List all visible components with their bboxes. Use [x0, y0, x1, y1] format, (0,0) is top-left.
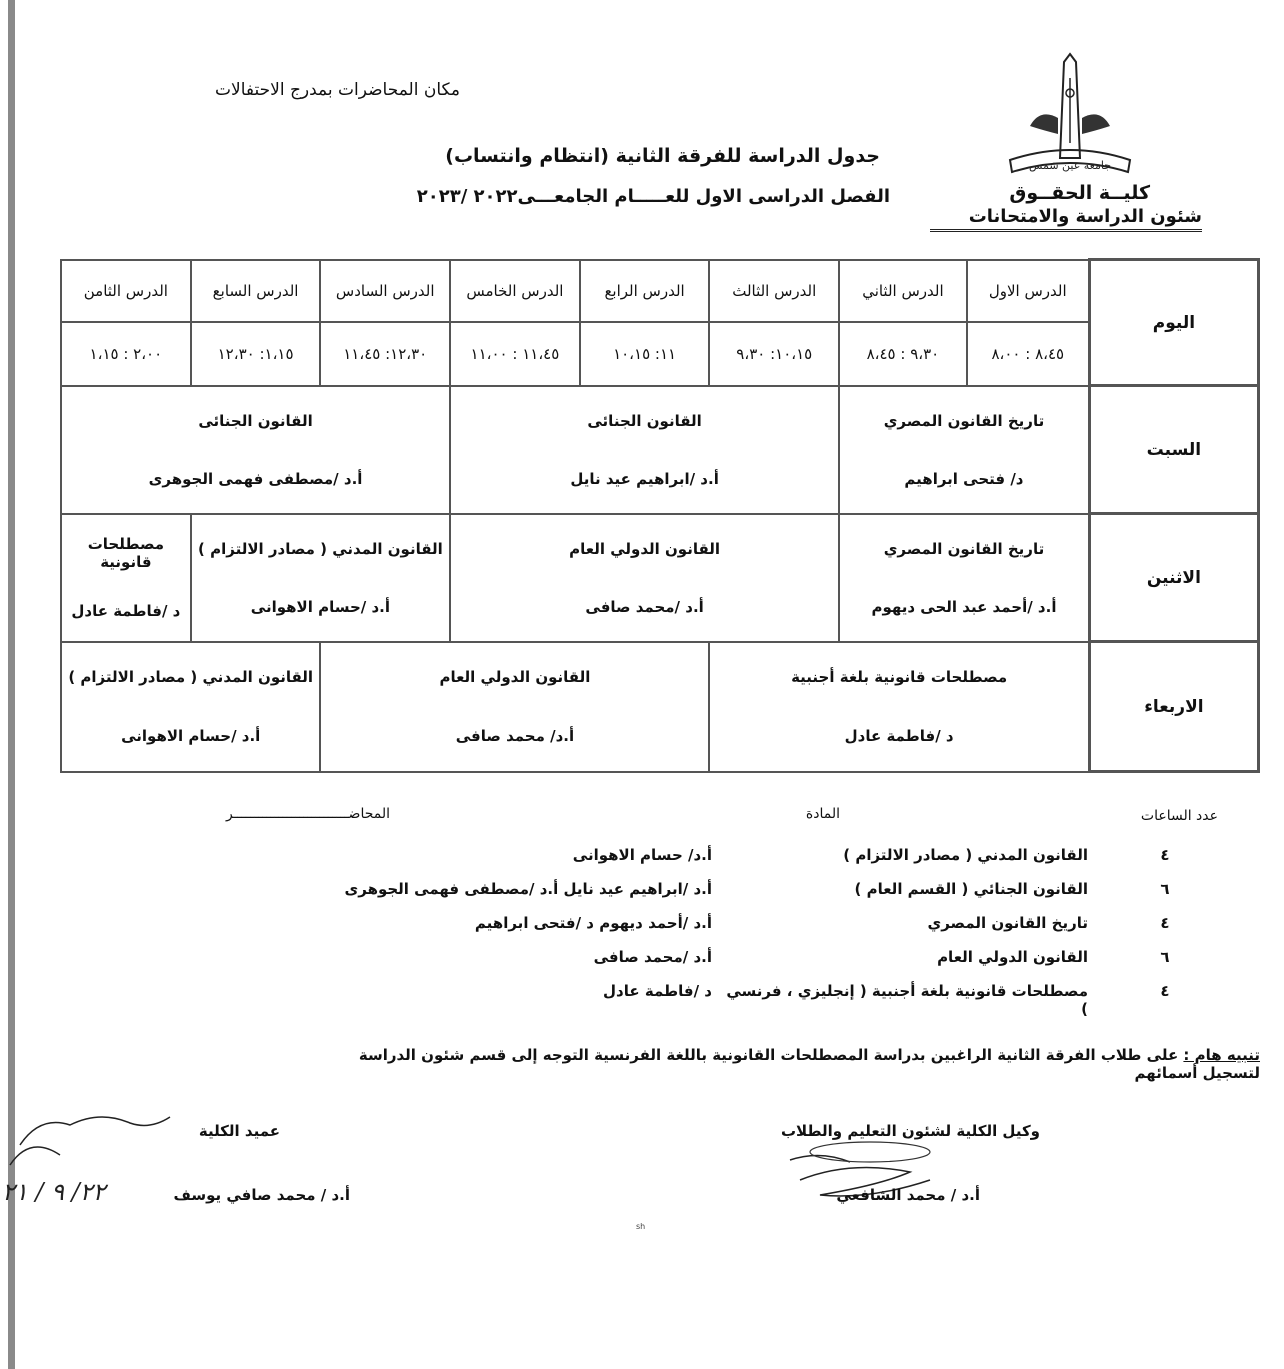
monday-slot-3-subject: القانون المدني ( مصادر الالتزام ) — [198, 539, 443, 558]
lesson-5-name: الدرس الخامس — [450, 260, 580, 322]
monday-day-cell: الاثنين — [1089, 514, 1258, 642]
summary-row-3-hours: ٤ — [1160, 914, 1170, 932]
monday-slot-4-subject: مصطلحات قانونية — [87, 535, 165, 571]
monday-slot-2-subject: القانون الدولي العام — [569, 539, 721, 558]
lesson-name-row — [61, 260, 1259, 322]
summary-row-5-lecturer: د /فاطمة عادل — [603, 982, 712, 1000]
monday-slot-2 — [450, 514, 839, 642]
lesson-3-time: ١٠،١٥: ٩،٣٠ — [709, 322, 839, 386]
summary-row-5-hours: ٤ — [1160, 982, 1170, 1000]
wednesday-slot-2-subject: القانون الدولي العام — [439, 668, 591, 686]
wednesday-slot-3-subject: القانون المدني ( مصادر الالتزام ) — [68, 668, 314, 686]
lesson-2-time: ٩،٣٠ : ٨،٤٥ — [839, 322, 967, 386]
lesson-6-time: ١٢،٣٠: ١١،٤٥ — [320, 322, 450, 386]
saturday-day-cell: السبت — [1089, 386, 1258, 514]
lesson-2-name: الدرس الثاني — [839, 260, 967, 322]
lesson-7-name: الدرس السابع — [191, 260, 321, 322]
wednesday-slot-3 — [61, 642, 320, 772]
lesson-time-row — [61, 322, 1259, 386]
monday-slot-3-prof: أ.د /حسام الاهوانى — [250, 597, 391, 616]
venue-text: مكان المحاضرات بمدرج الاحتفالات — [215, 80, 460, 100]
lesson-4-time: ١١: ١٠،١٥ — [580, 322, 710, 386]
saturday-slot-2-prof: أ.د /ابراهيم عيد نايل — [570, 469, 719, 488]
lesson-7-time: ١،١٥: ١٢،٣٠ — [191, 322, 321, 386]
note-label: تنبيه هام : — [1183, 1046, 1260, 1064]
lesson-4-name: الدرس الرابع — [580, 260, 710, 322]
wednesday-slot-1-subject: مصطلحات قانونية بلغة أجنبية — [791, 668, 1008, 686]
department-name: شئون الدراسة والامتحانات — [930, 206, 1202, 232]
monday-slot-1-subject: تاريخ القانون المصري — [883, 539, 1045, 558]
wednesday-slot-2-prof: أ.د/ محمد صافى — [455, 727, 575, 745]
schedule-table — [60, 258, 1260, 773]
wednesday-slot-2 — [320, 642, 709, 772]
faculty-name: كليــة الحقــوق — [1009, 182, 1150, 204]
dean-signature-icon — [0, 1105, 180, 1175]
lesson-3-name: الدرس الثالث — [709, 260, 839, 322]
note-text: على طلاب الفرقة الثانية الراغبين بدراسة المصطلحات القانونية باللغة الفرنسية التوجه إلى قسم شئون الدراسة لتسجيل أسمائهم — [358, 1046, 1260, 1082]
summary-row-2-subject: القانون الجنائي ( القسم العام ) — [854, 880, 1088, 898]
scan-mark: sh — [636, 1222, 646, 1231]
wednesday-slot-3-prof: أ.د /حسام الاهوانى — [121, 727, 261, 745]
lesson-1-name: الدرس الاول — [967, 260, 1090, 322]
university-logo-icon — [1000, 48, 1140, 188]
saturday-slot-1 — [839, 386, 1089, 514]
saturday-row — [61, 386, 1259, 514]
semester-title: الفصل الدراسى الاول للعـــــام الجامعـــى٢٠٢٢ /٢٠٢٣ — [416, 186, 890, 207]
lesson-6-name: الدرس السادس — [320, 260, 450, 322]
summary-row-3-subject: تاريخ القانون المصري — [927, 914, 1088, 932]
monday-slot-1-prof: أ.د /أحمد عبد الحى ديهوم — [871, 597, 1057, 616]
summary-row-4-subject: القانون الدولي العام — [937, 948, 1088, 966]
summary-row-4-lecturer: أ.د /محمد صافى — [593, 948, 712, 966]
monday-slot-1 — [839, 514, 1089, 642]
lecturer-column-header: المحاضــــــــــــــــــــــــــــر — [225, 806, 390, 822]
saturday-slot-3 — [61, 386, 450, 514]
vice-dean-title: وكيل الكلية لشئون التعليم والطلاب — [780, 1122, 1040, 1140]
saturday-slot-1-prof: د/ فتحى ابراهيم — [904, 469, 1024, 488]
lesson-8-name: الدرس الثامن — [61, 260, 191, 322]
wednesday-slot-1 — [709, 642, 1089, 772]
saturday-slot-3-subject: القانون الجنائى — [198, 411, 313, 430]
summary-row-3-lecturer: أ.د /أحمد ديهوم د /فتحى ابراهيم — [474, 914, 712, 932]
wednesday-slot-1-prof: د /فاطمة عادل — [844, 727, 954, 745]
wednesday-row — [61, 642, 1259, 772]
handwritten-date: ٢٢/ ٩ / ٢١ — [2, 1178, 106, 1206]
summary-row-1-hours: ٤ — [1160, 846, 1170, 864]
monday-slot-4-prof: د /فاطمة عادل — [71, 602, 181, 620]
subject-column-header: المادة — [805, 806, 840, 822]
dean-title: عميد الكلية — [198, 1122, 280, 1140]
lesson-1-time: ٨،٤٥ : ٨،٠٠ — [967, 322, 1090, 386]
monday-row — [61, 514, 1259, 642]
hours-column-header: عدد الساعات — [1140, 808, 1218, 824]
lesson-8-time: ٢،٠٠ : ١،١٥ — [61, 322, 191, 386]
summary-row-1-subject: القانون المدني ( مصادر الالتزام ) — [843, 846, 1088, 864]
summary-row-2-hours: ٦ — [1160, 880, 1170, 898]
saturday-slot-2-subject: القانون الجنائى — [587, 411, 702, 430]
monday-slot-4 — [61, 514, 191, 642]
important-note — [330, 1046, 1260, 1082]
dean-name: أ.د / محمد صافي يوسف — [173, 1186, 350, 1204]
monday-slot-3 — [191, 514, 450, 642]
summary-row-5-subject: مصطلحات قانونية بلغة أجنبية ( إنجليزي ، فرنسي ) — [726, 982, 1088, 1018]
svg-text:جامعة عين شمس: جامعة عين شمس — [1028, 159, 1112, 172]
summary-row-2-lecturer: أ.د /ابراهيم عيد نايل أ.د /مصطفى فهمى الجوهرى — [344, 880, 712, 898]
monday-slot-2-prof: أ.د /محمد صافى — [585, 597, 704, 616]
summary-row-1-lecturer: أ.د/ حسام الاهوانى — [572, 846, 712, 864]
wednesday-day-cell: الاربعاء — [1089, 642, 1258, 772]
day-header-cell: اليوم — [1089, 260, 1258, 386]
saturday-slot-1-subject: تاريخ القانون المصري — [883, 411, 1045, 430]
summary-row-4-hours: ٦ — [1160, 948, 1170, 966]
saturday-slot-3-prof: أ.د /مصطفى فهمى الجوهرى — [148, 469, 363, 488]
schedule-title: جدول الدراسة للفرقة الثانية (انتظام وانتساب) — [445, 145, 880, 167]
vice-dean-name: أ.د / محمد الشافعي — [836, 1186, 980, 1204]
saturday-slot-2 — [450, 386, 839, 514]
lesson-5-time: ١١،٤٥ : ١١،٠٠ — [450, 322, 580, 386]
